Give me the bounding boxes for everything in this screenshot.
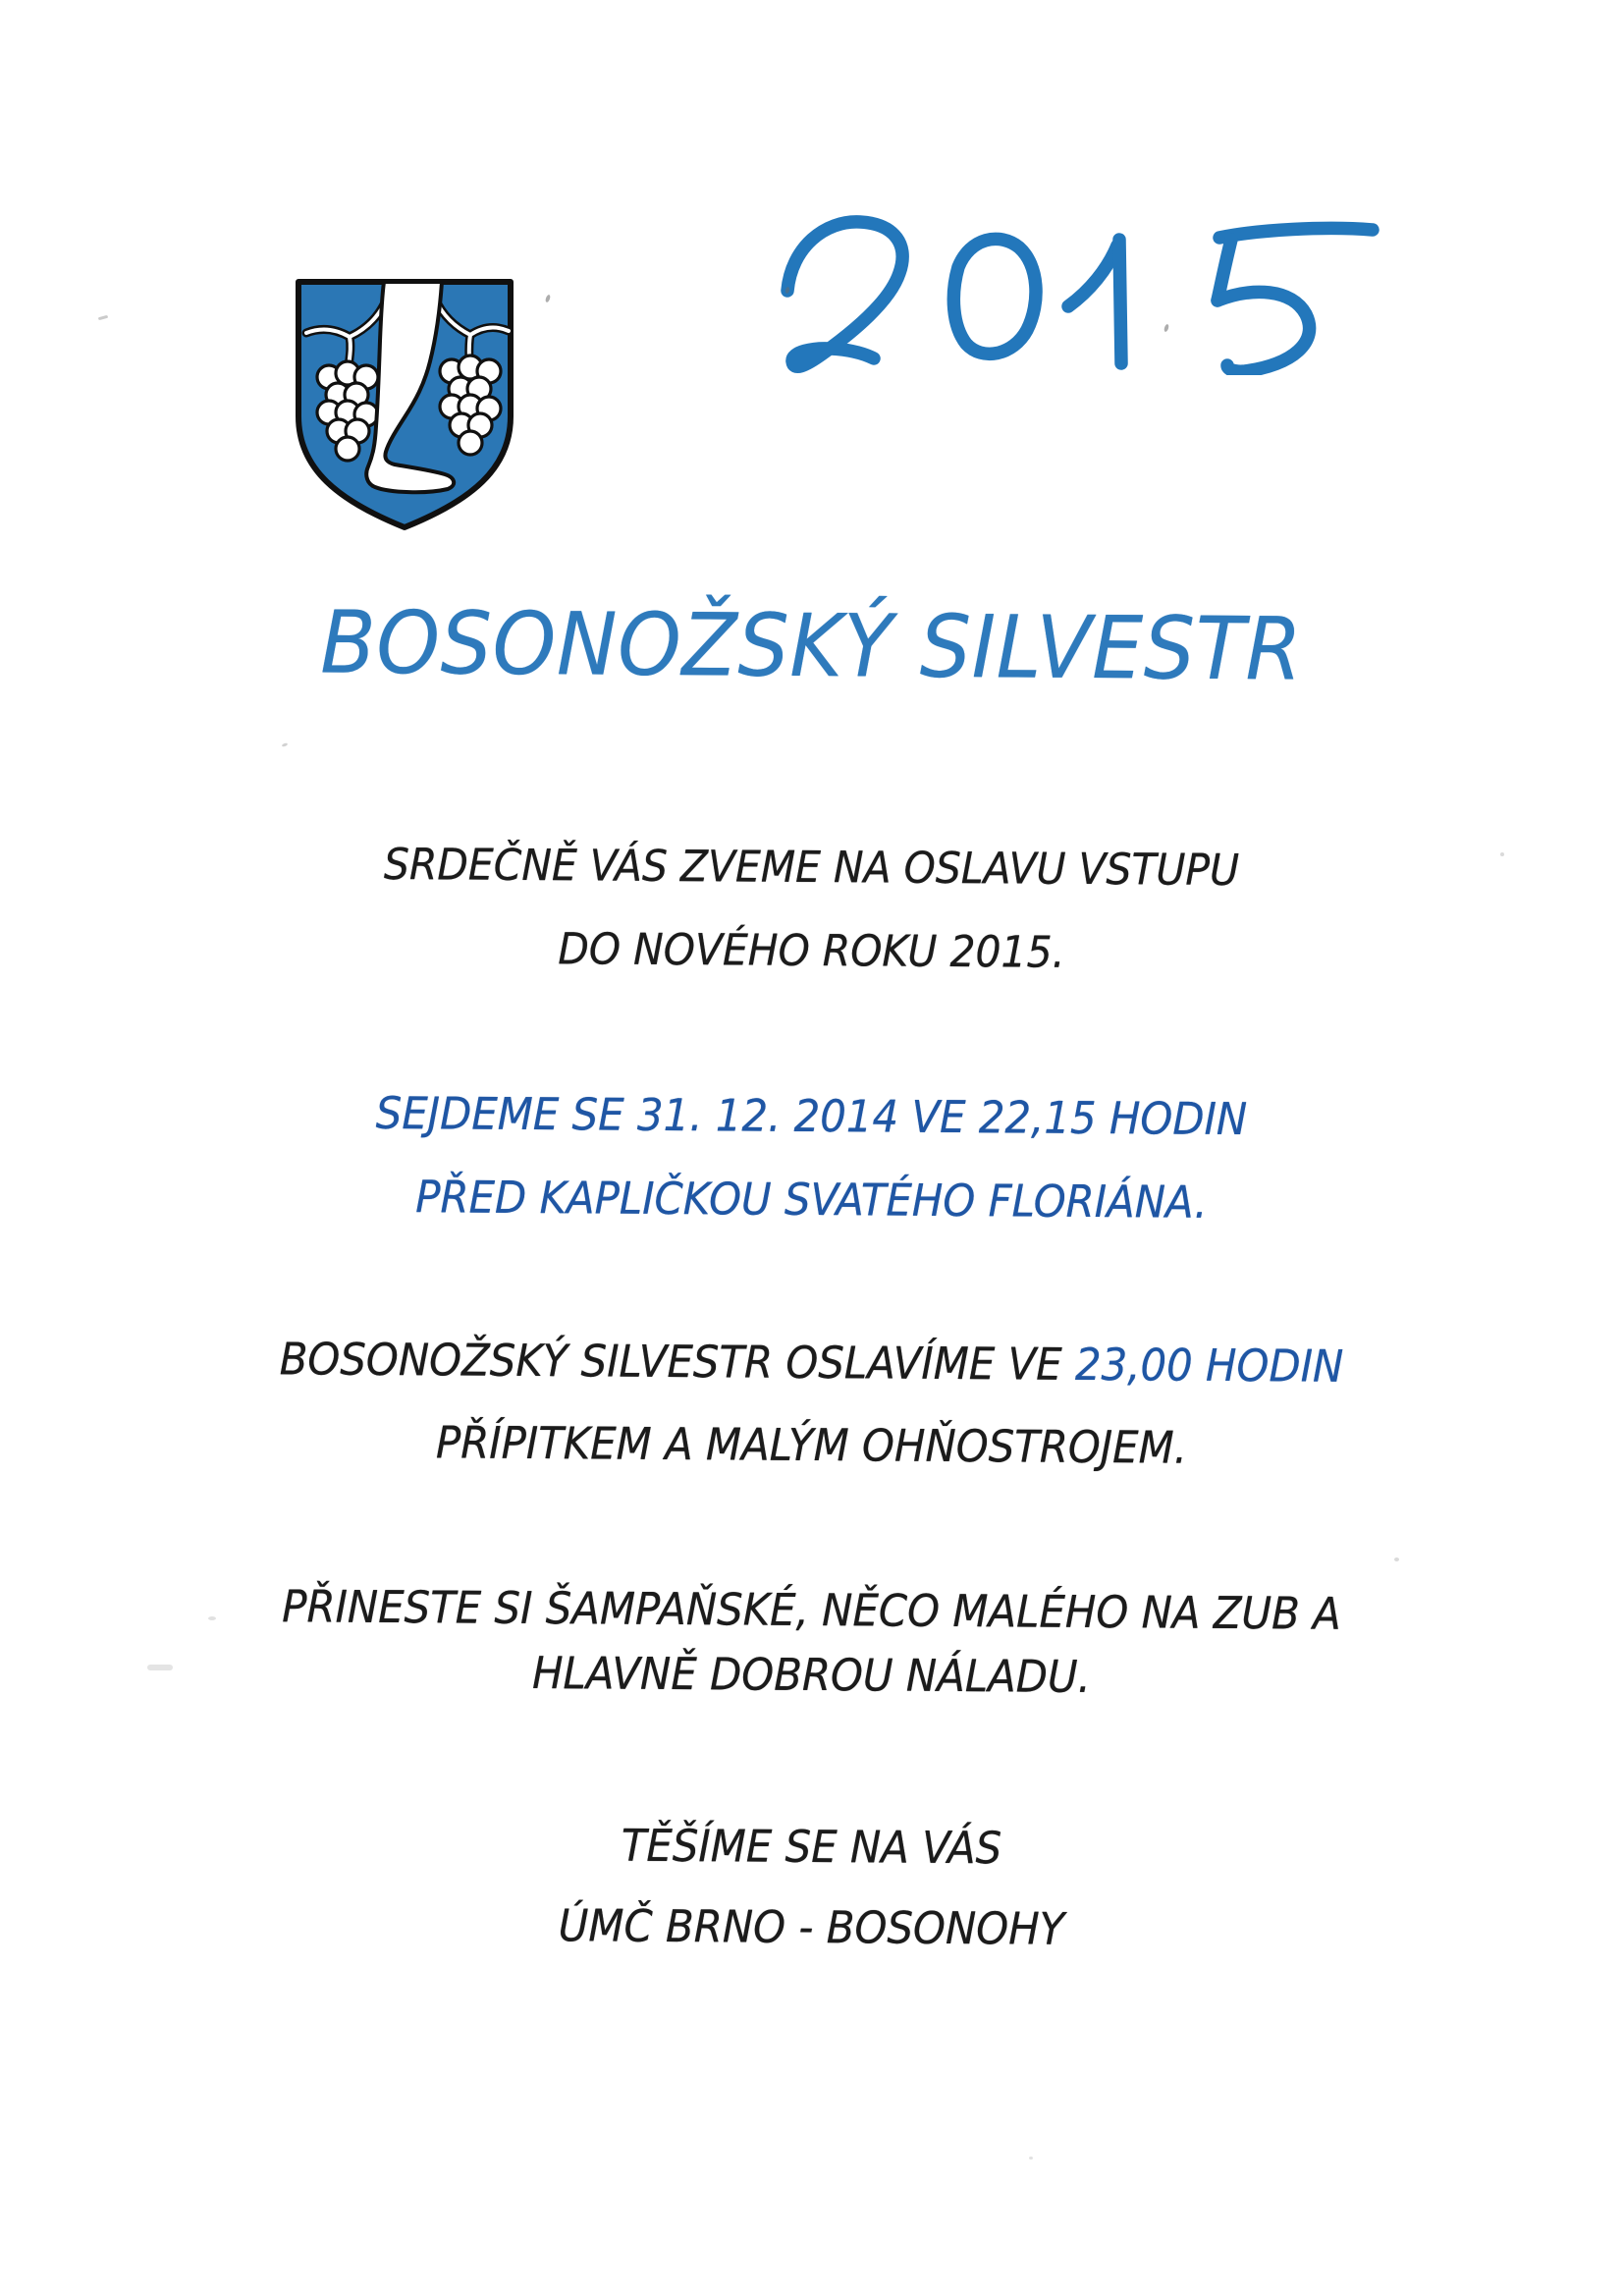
poster-title: BOSONOŽSKÝ SILVESTR: [320, 591, 1303, 700]
meeting-line-2: PŘED KAPLIČKOU SVATÉHO FLORIÁNA.: [415, 1171, 1208, 1229]
closing-line-2: ÚMČ BRNO - BOSONOHY: [558, 1899, 1065, 1955]
bosonohy-coat-of-arms: [292, 276, 517, 533]
coat-of-arms-shield-icon: [292, 276, 517, 533]
invitation-line-2: DO NOVÉHO ROKU 2015.: [558, 924, 1065, 978]
celebration-line-1-prefix: BOSONOŽSKÝ SILVESTR OSLAVÍME VE: [279, 1333, 1076, 1391]
handwritten-year-2015: [776, 208, 1404, 375]
celebration-time-highlight: 23,00 HODIN: [1074, 1338, 1344, 1393]
invitation-line-1: SRDEČNĚ VÁS ZVEME NA OSLAVU VSTUPU: [383, 839, 1240, 897]
bring-line-1: PŘINESTE SI ŠAMPAŇSKÉ, NĚCO MALÉHO NA ZUB A: [282, 1580, 1341, 1640]
year-2015-icon: [776, 208, 1404, 375]
meeting-line-1: SEJDEME SE 31. 12. 2014 VE 22,15 HODIN: [375, 1086, 1248, 1146]
closing-line-1: TĚŠÍME SE NA VÁS: [621, 1819, 1002, 1875]
celebration-line-2: PŘÍPITKEM A MALÝM OHŇOSTROJEM.: [435, 1416, 1188, 1474]
celebration-line-1: [57, 1317, 1567, 1410]
bring-line-2: HLAVNĚ DOBROU NÁLADU.: [531, 1647, 1092, 1703]
